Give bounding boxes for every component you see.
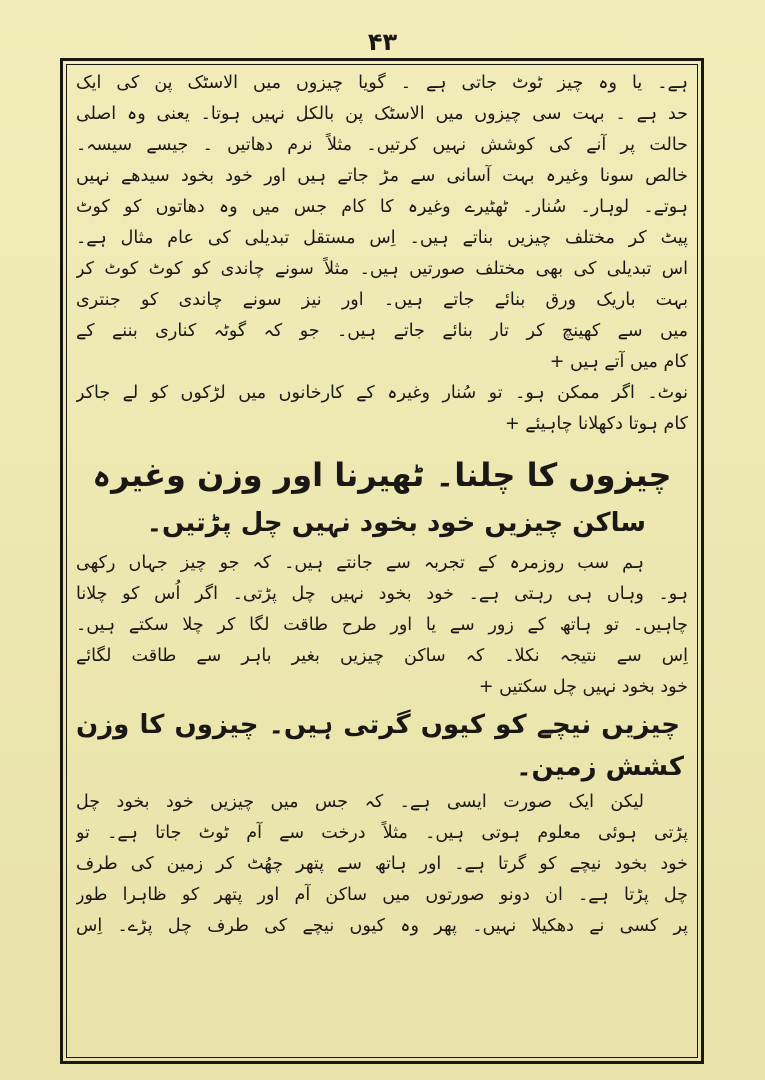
text-line: چاہیں۔ تو ہاتھ کے زور سے یا اور طرح طاقت لگا کر چلا سکتے ہیں۔: [76, 615, 688, 635]
text-line: خود بخود نہیں چل سکتیں +: [478, 677, 688, 697]
text-line: ہو۔ وہاں ہی رہتی ہے۔ خود بخود نہیں چل پڑتی۔ اگر اُس کو چلانا: [76, 584, 688, 604]
text-line: لیکن ایک صورت ایسی ہے۔ کہ جس میں چیزیں خود بخود چل: [76, 792, 644, 812]
text-line: حد ہے ۔ بہت سی چیزوں میں الاسٹک پن بالکل نہیں ہوتا۔ یعنی وہ اصلی: [76, 104, 688, 124]
text-line: پڑتی ہوئی معلوم ہوتی ہیں۔ مثلاً درخت سے آم ٹوٹ جاتا ہے۔ تو: [76, 823, 688, 843]
text-line: اس تبدیلی کی بھی مختلف صورتیں ہیں۔ مثلاً سونے چاندی کو کوٹ کوٹ کر: [76, 259, 688, 279]
text-line: ہم سب روزمرہ کے تجربہ سے جانتے ہیں۔ کہ جو چیز جہاں رکھی: [76, 553, 644, 573]
subheading-falling-objects: چیزیں نیچے کو کیوں گرتی ہیں۔ چیزوں کا وزن: [76, 710, 680, 740]
text-line: چل پڑتا ہے۔ ان دونو صورتوں میں ساکن آم اور پتھر کو ظاہرا طور: [76, 885, 688, 905]
section-stationary: [76, 548, 688, 703]
text-line: خالص سونا وغیرہ بہت آسانی سے مڑ جاتے ہیں اور خود بخود سیدھے نہیں: [76, 166, 688, 186]
subheading-gravity: کشش زمین۔: [516, 752, 684, 782]
page-number: ۴۳: [367, 28, 398, 56]
page-body: [76, 68, 688, 1053]
note-line: نوٹ۔ اگر ممکن ہو۔ تو سُنار وغیرہ کے کارخانوں میں لڑکوں کو لے جاکر: [76, 383, 688, 403]
text-line: ہوتے۔ لوہار۔ سُنار۔ ٹھٹیرے وغیرہ کا کام جس میں وہ دھاتوں کو کوٹ: [76, 197, 688, 217]
section-heading: چیزوں کا چلنا۔ ٹھیرنا اور وزن وغیرہ: [92, 456, 672, 494]
text-line: اِس سے نتیجہ نکلا۔ کہ ساکن چیزیں بغیر باہر سے طاقت لگائے: [76, 646, 688, 666]
text-line: ہے۔ یا وہ چیز ٹوٹ جاتی ہے ۔ گویا چیزوں میں الاسٹک پن کی ایک: [76, 73, 688, 93]
section-gravity: [76, 787, 688, 942]
text-line: کام میں آتے ہیں +: [549, 352, 688, 372]
section-elasticity: [76, 68, 688, 440]
note-line: کام ہوتا دکھلانا چاہیئے +: [505, 414, 688, 434]
text-line: خود بخود نیچے کو گرتا ہے۔ اور ہاتھ سے پتھر چھُٹ کر زمین کی طرف: [76, 854, 688, 874]
subheading-stationary-objects: ساکن چیزیں خود بخود نہیں چل پڑتیں۔: [146, 508, 646, 538]
text-line: پیٹ کر مختلف چیزیں بناتے ہیں۔ اِس مستقل تبدیلی کی عام مثال ہے۔: [76, 228, 688, 248]
text-line: حالت پر آنے کی کوشش نہیں کرتیں۔ مثلاً نرم دھاتیں ۔ جیسے سیسہ۔: [76, 135, 688, 155]
text-line: پر کسی نے دھکیلا نہیں۔ پھر وہ کیوں نیچے کی طرف چل پڑے۔ اِس: [76, 916, 688, 936]
text-line: بہت باریک ورق بنائے جاتے ہیں۔ اور نیز سونے چاندی کو جنتری: [76, 290, 688, 310]
text-line: میں سے کھینچ کر تار بنائے جاتے ہیں۔ جو کہ گوٹہ کناری بننے کے: [76, 321, 688, 341]
